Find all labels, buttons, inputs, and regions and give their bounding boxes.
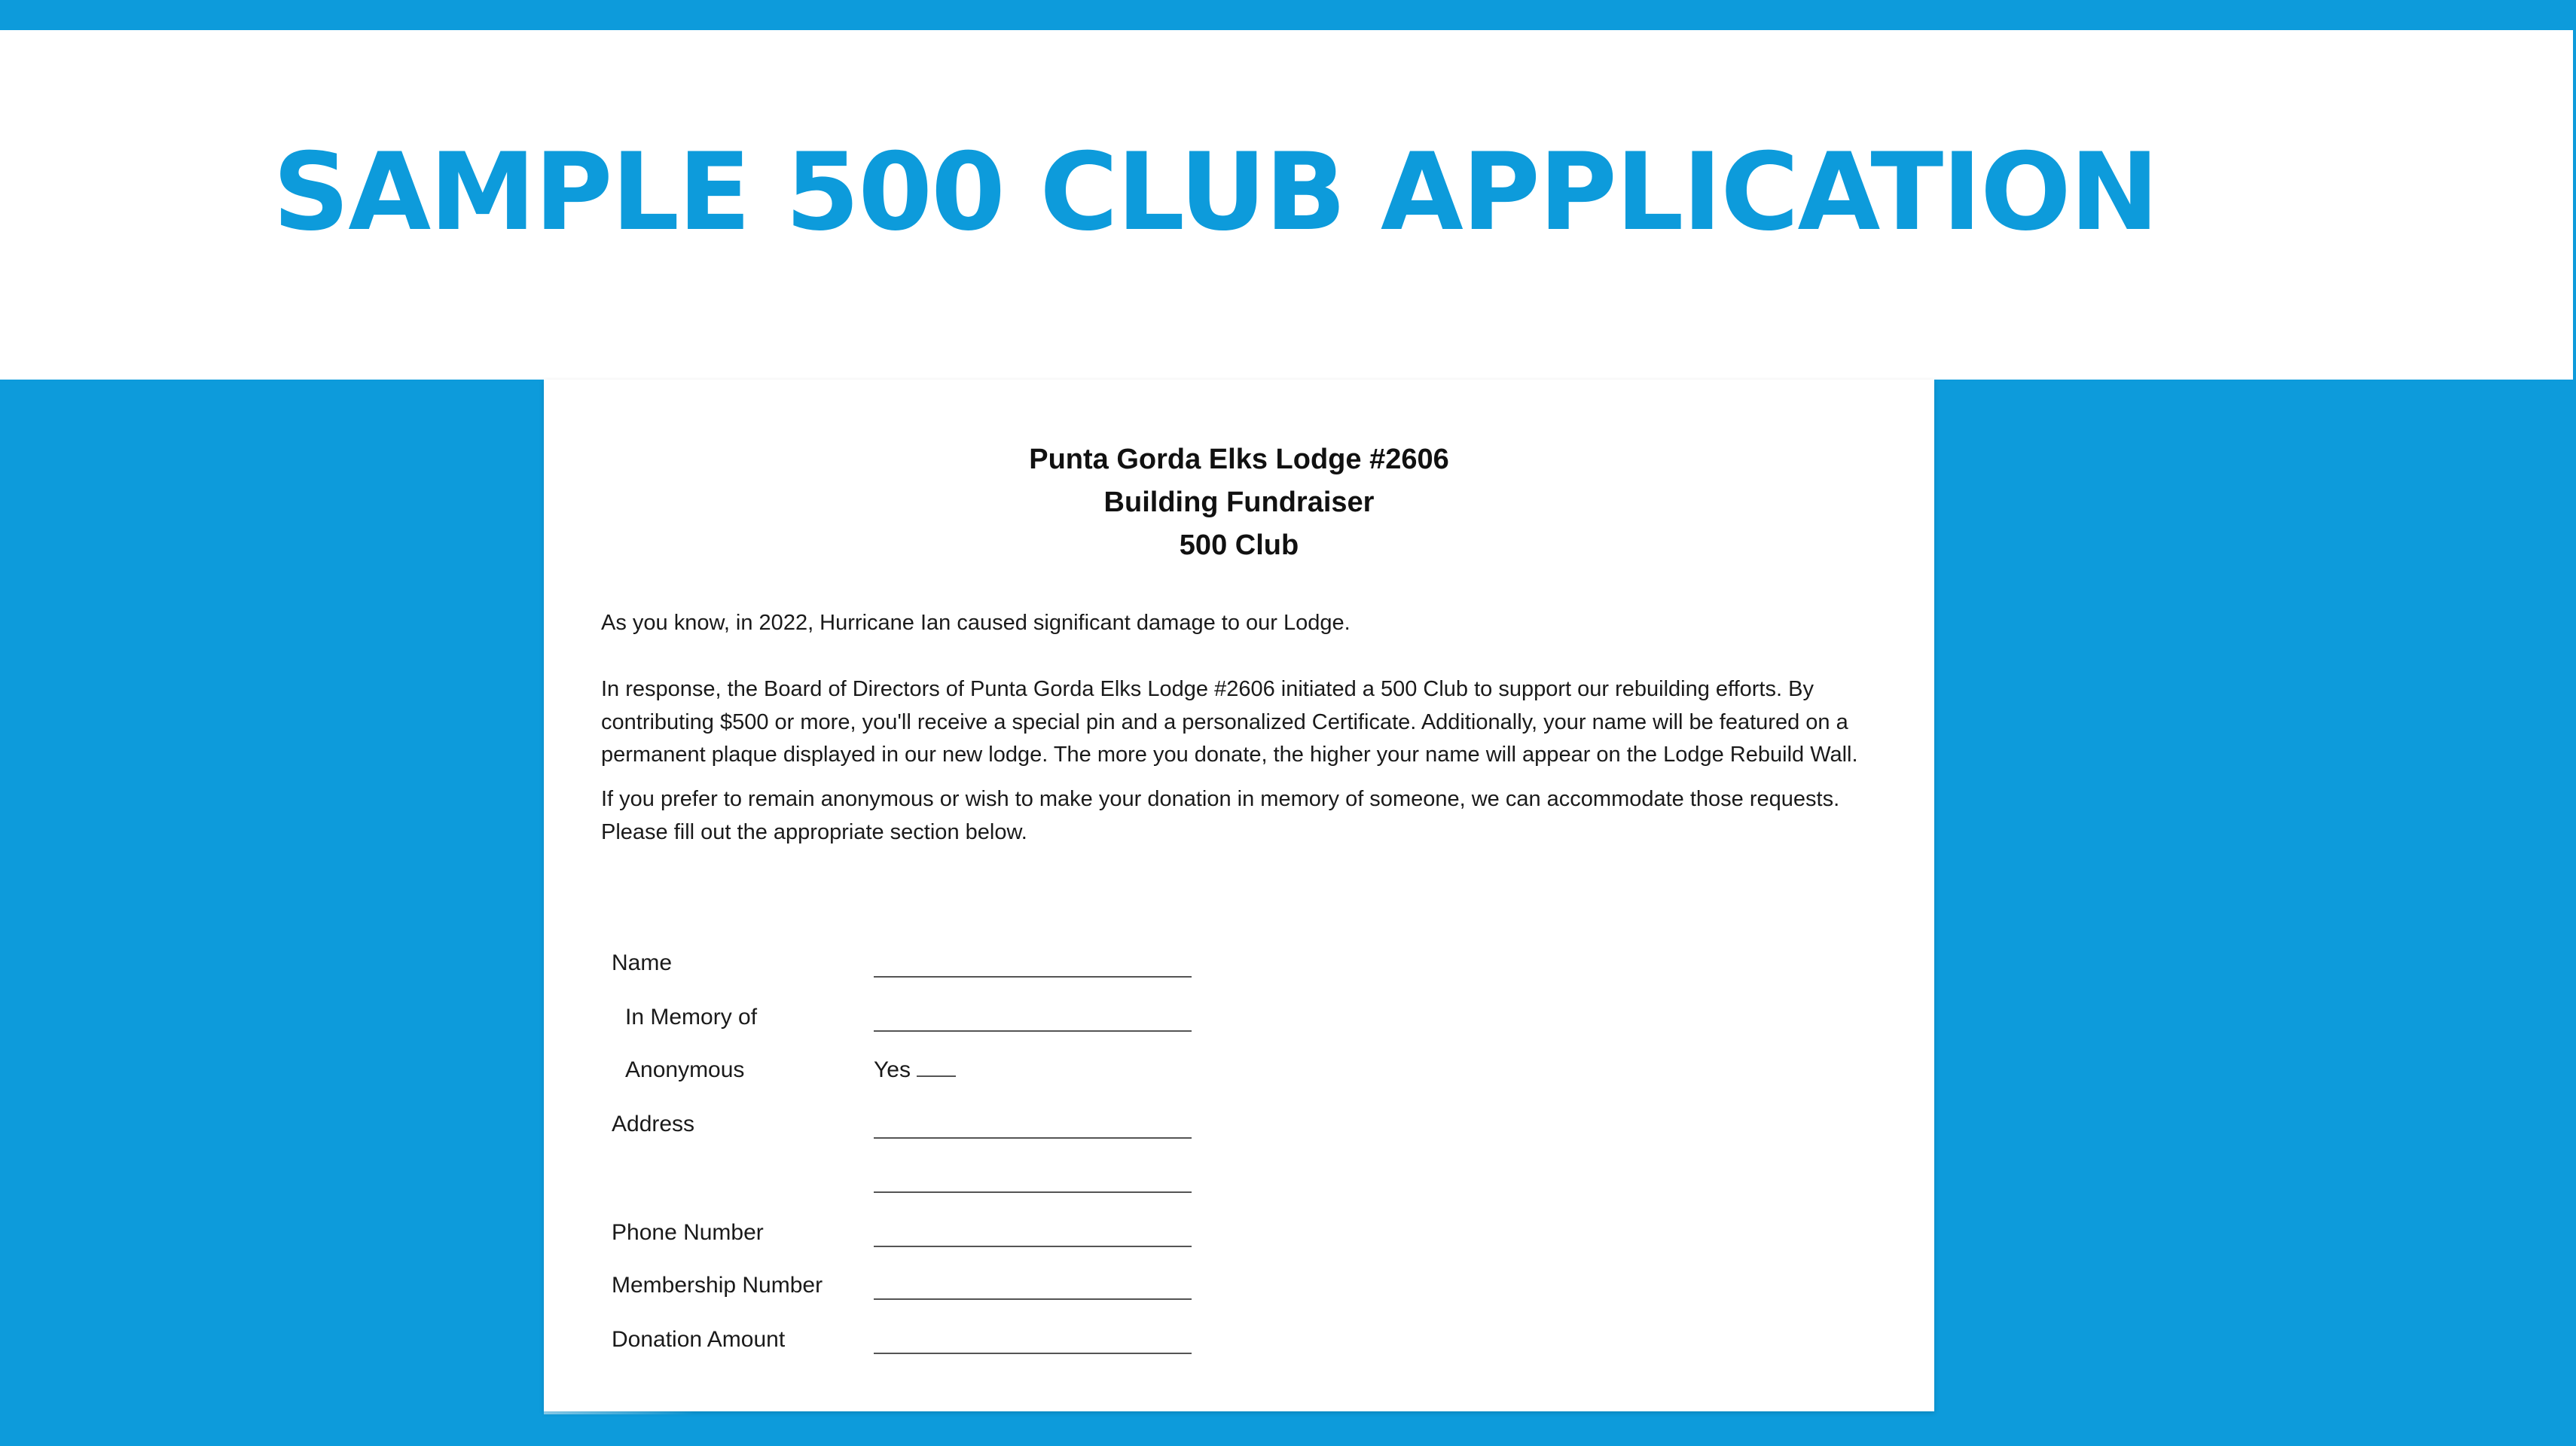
phone-label: Phone Number	[612, 1220, 764, 1245]
top-accent-bar	[0, 0, 2576, 30]
anonymous-yes-label: Yes	[874, 1057, 911, 1082]
donation-field[interactable]	[874, 1353, 1192, 1354]
membership-label: Membership Number	[612, 1273, 823, 1298]
form-row-phone	[544, 1220, 1934, 1250]
name-field[interactable]	[874, 976, 1192, 978]
address-field-line-1[interactable]	[874, 1137, 1192, 1139]
anonymous-yes-field[interactable]	[917, 1075, 956, 1077]
intro-paragraph: As you know, in 2022, Hurricane Ian caused significant damage to our Lodge.	[601, 611, 1351, 635]
form-row-address	[544, 1112, 1934, 1142]
donation-label: Donation Amount	[612, 1327, 786, 1352]
address-field-line-2[interactable]	[874, 1191, 1192, 1193]
lodge-name: Punta Gorda Elks Lodge #2606	[1029, 444, 1449, 475]
membership-field[interactable]	[874, 1298, 1192, 1300]
application-document	[544, 380, 1934, 1411]
in-memory-label: In Memory of	[625, 1005, 758, 1030]
details-paragraph: In response, the Board of Directors of Punta Gorda Elks Lodge #2606 initiated a 500 Club to support our rebuilding efforts. By contributing $500 or more, you'll receive a special pin and a personalized Certificate. Additionally, your name will be featured on a permanent plaque displayed in our new lodge. The more you donate, the higher your name will appear on the Lodge Rebuild Wall.	[601, 677, 1858, 767]
anonymous-yes-option	[874, 1057, 956, 1083]
form-row-membership	[544, 1273, 1934, 1303]
name-label: Name	[612, 950, 673, 975]
club-name: 500 Club	[1179, 529, 1299, 561]
anonymous-label: Anonymous	[625, 1057, 745, 1082]
phone-field[interactable]	[874, 1246, 1192, 1247]
form-row-in-memory	[544, 1005, 1934, 1035]
fundraiser-name: Building Fundraiser	[1103, 487, 1375, 518]
form-row-address-2	[544, 1166, 1934, 1196]
anonymous-paragraph: If you prefer to remain anonymous or wish to make your donation in memory of someone, we can accommodate those requests. Please fill out the appropriate section below.	[601, 787, 1840, 844]
slide-title: SAMPLE 500 CLUB APPLICATION	[273, 130, 2158, 255]
document-heading	[544, 438, 1934, 567]
form-row-anonymous	[544, 1057, 1934, 1088]
document-shadow	[544, 1405, 694, 1414]
form-row-donation	[544, 1327, 1934, 1357]
address-label: Address	[612, 1112, 695, 1136]
in-memory-field[interactable]	[874, 1030, 1192, 1032]
form-row-name	[544, 950, 1934, 981]
